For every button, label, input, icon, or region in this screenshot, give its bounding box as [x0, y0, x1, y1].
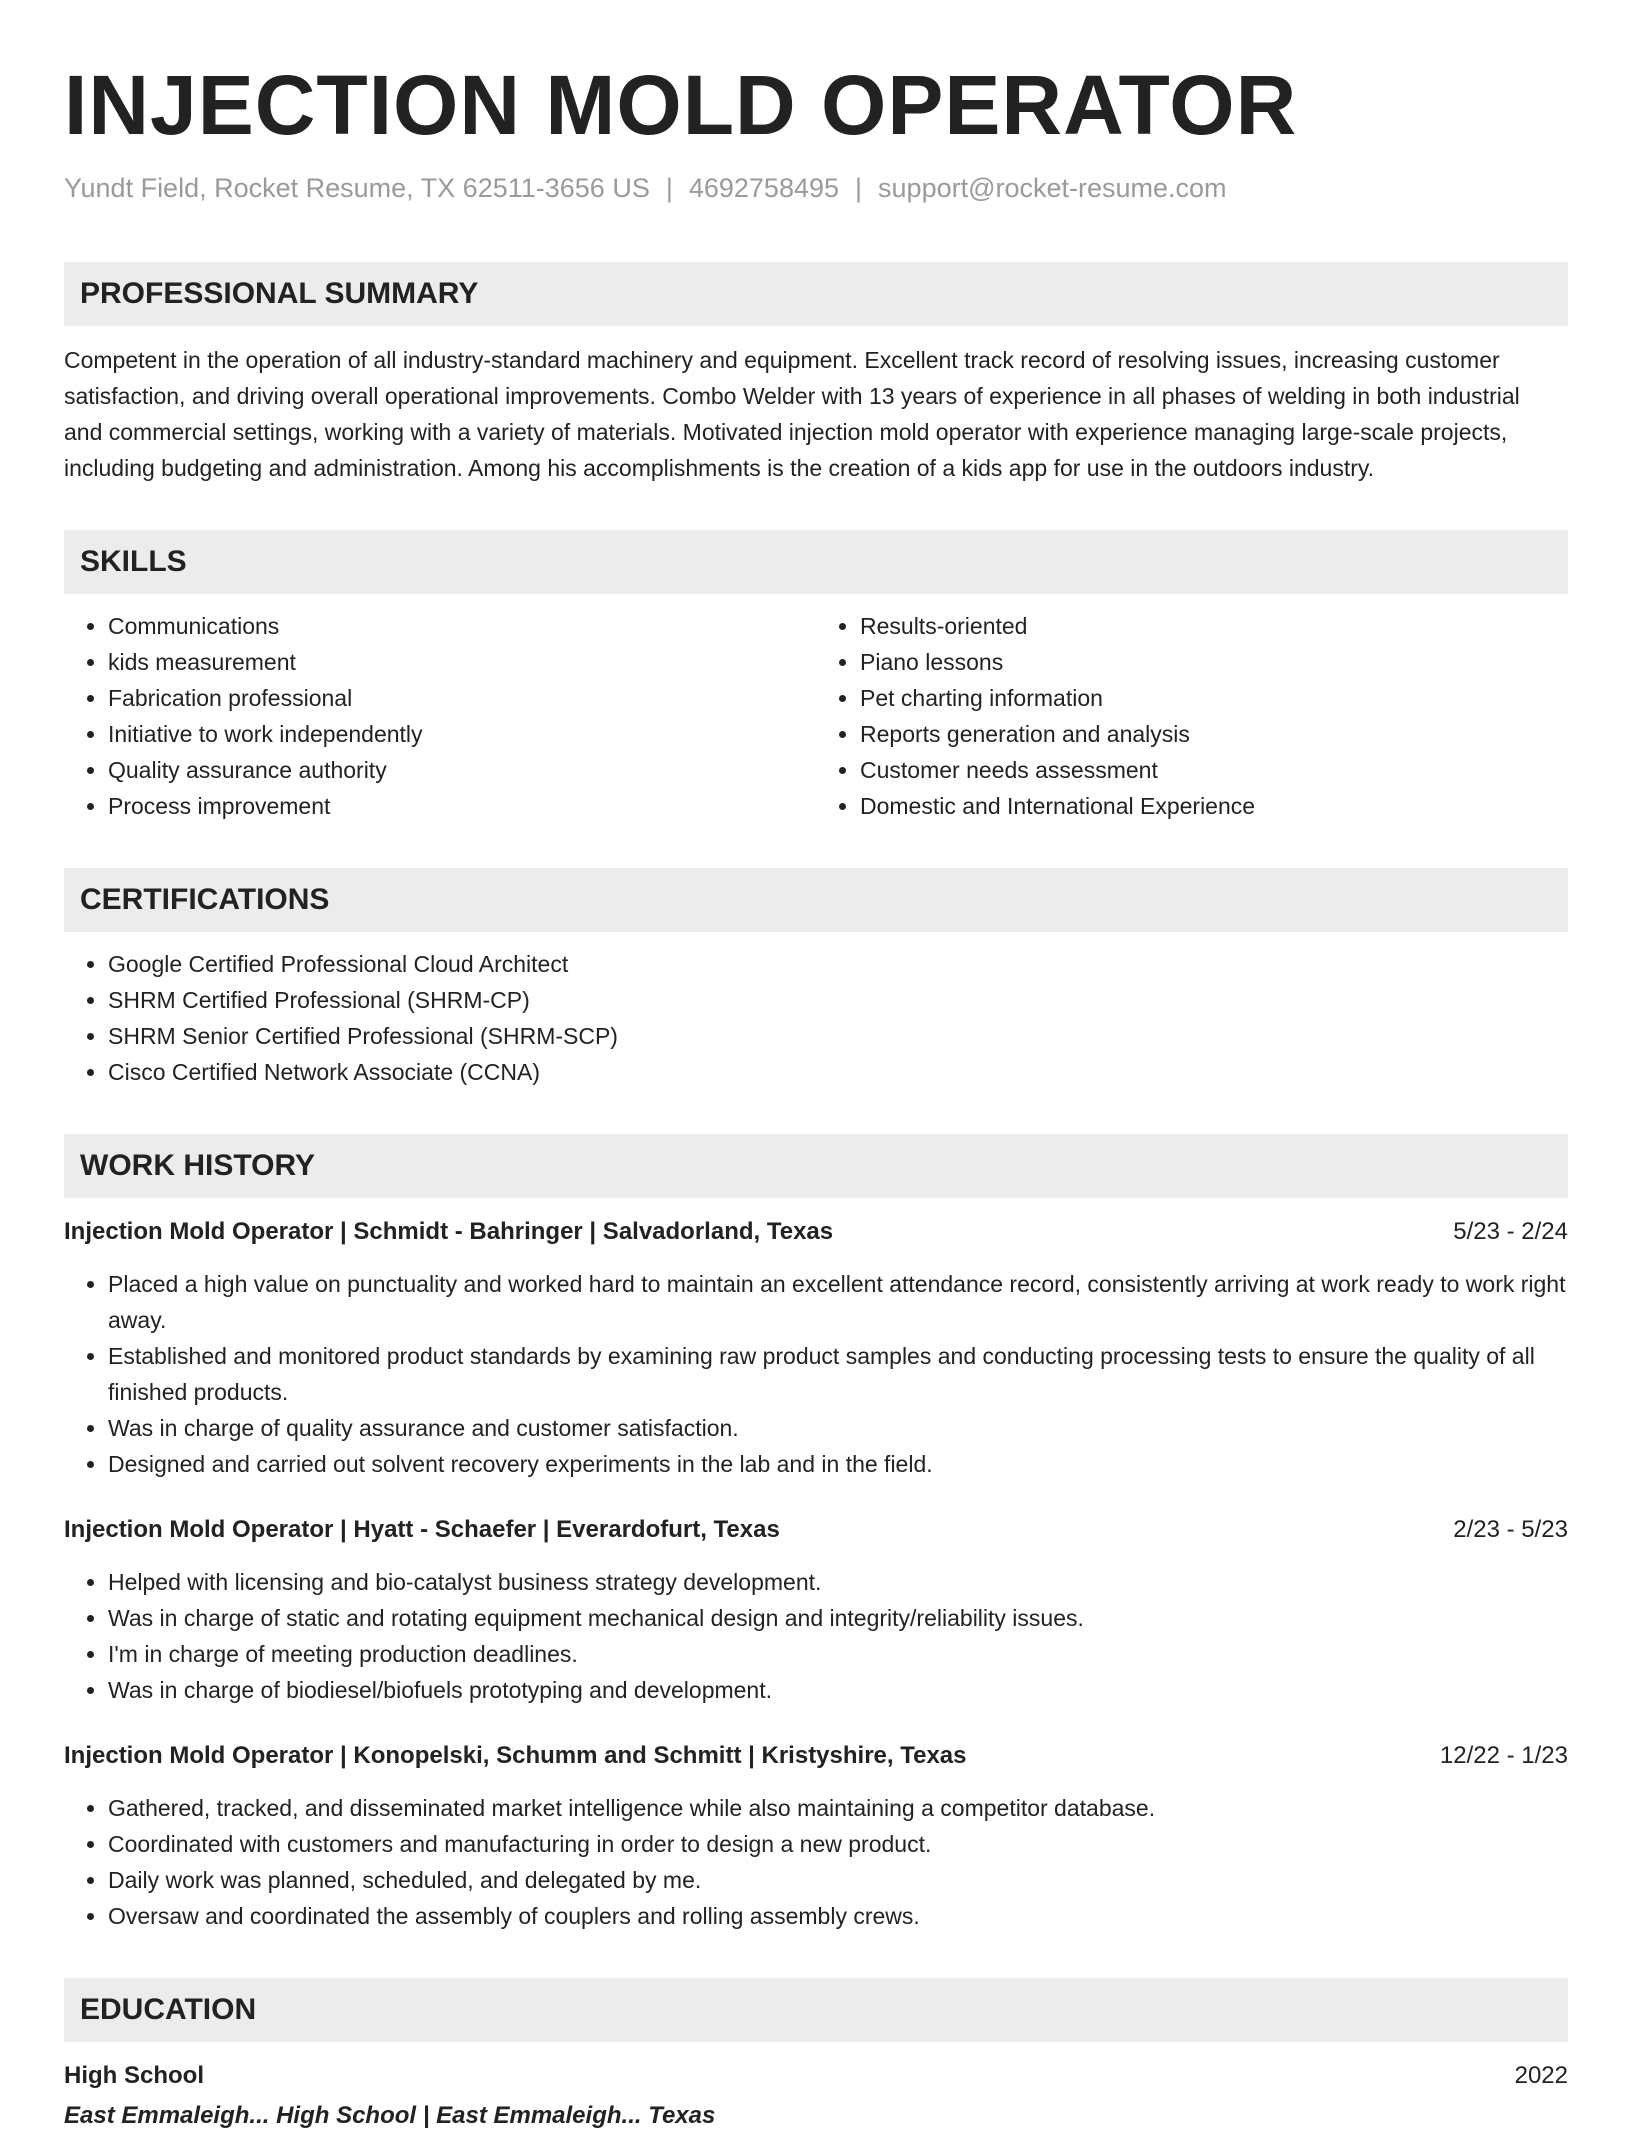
contact-phone: 4692758495	[688, 173, 840, 203]
job-bullet: • Coordinated with customers and manufacturing in order to design a new product.	[108, 1826, 1568, 1862]
job-header	[64, 1512, 1568, 1548]
job-title: Injection Mold Operator | Schmidt - Bahringer | Salvadorland, Texas	[64, 1218, 834, 1245]
skill-item: • Pet charting information	[860, 680, 1568, 716]
job-title: Injection Mold Operator | Konopelski, Schumm and Schmitt | Kristyshire, Texas	[64, 1742, 967, 1769]
job-bullet: • Placed a high value on punctuality and worked hard to maintain an excellent attendance record, consistently arriving at work ready to work right away.	[108, 1266, 1568, 1338]
job-bullet: • Gathered, tracked, and disseminated market intelligence while also maintaining a competitor database.	[108, 1790, 1568, 1826]
job-bullet: • I'm in charge of meeting production deadlines.	[108, 1636, 1568, 1672]
skill-item: • Fabrication professional	[108, 680, 816, 716]
skill-item: • kids measurement	[108, 644, 816, 680]
section-heading-skills: SKILLS	[64, 530, 1568, 594]
job-dates: 2/23 - 5/23	[1453, 1516, 1568, 1543]
certification-item: • SHRM Certified Professional (SHRM-CP)	[108, 982, 1568, 1018]
certifications-list	[64, 946, 1568, 1090]
education-school: East Emmaleigh... High School | East Emmaleigh... Texas	[64, 2102, 716, 2129]
certification-item: • Google Certified Professional Cloud Architect	[108, 946, 1568, 982]
skill-item: • Communications	[108, 608, 816, 644]
job-bullet: • Was in charge of static and rotating equipment mechanical design and integrity/reliability issues.	[108, 1600, 1568, 1636]
section-heading-summary: PROFESSIONAL SUMMARY	[64, 262, 1568, 326]
contact-email: support@rocket-resume.com	[878, 173, 1227, 203]
skills-columns	[64, 608, 1568, 824]
job-bullet: • Was in charge of biodiesel/biofuels prototyping and development.	[108, 1672, 1568, 1708]
certification-item: • Cisco Certified Network Associate (CCNA)	[108, 1054, 1568, 1090]
job-header	[64, 1738, 1568, 1774]
skill-item: • Piano lessons	[860, 644, 1568, 680]
job-bullet: • Was in charge of quality assurance and customer satisfaction.	[108, 1410, 1568, 1446]
job-bullet: • Oversaw and coordinated the assembly of couplers and rolling assembly crews.	[108, 1898, 1568, 1934]
job-dates: 5/23 - 2/24	[1453, 1218, 1568, 1245]
contact-line	[64, 168, 1568, 208]
certification-item: • SHRM Senior Certified Professional (SHRM-SCP)	[108, 1018, 1568, 1054]
skill-item: • Quality assurance authority	[108, 752, 816, 788]
contact-separator: |	[855, 173, 863, 203]
job-header	[64, 1214, 1568, 1250]
skill-item: • Process improvement	[108, 788, 816, 824]
job-bullet: • Helped with licensing and bio-catalyst business strategy development.	[108, 1564, 1568, 1600]
section-heading-certifications: CERTIFICATIONS	[64, 868, 1568, 932]
skills-list-left	[64, 608, 816, 824]
job-bullets	[64, 1266, 1568, 1482]
job-bullet: • Daily work was planned, scheduled, and delegated by me.	[108, 1862, 1568, 1898]
education-header	[64, 2058, 1568, 2094]
job-bullets	[64, 1790, 1568, 1934]
job-bullet: • Designed and carried out solvent recovery experiments in the lab and in the field.	[108, 1446, 1568, 1482]
job-bullet: • Established and monitored product standards by examining raw product samples and conducting processing tests to ensure the quality of all finished products.	[108, 1338, 1568, 1410]
section-heading-education: EDUCATION	[64, 1978, 1568, 2042]
job-dates: 12/22 - 1/23	[1439, 1742, 1568, 1769]
section-heading-work-history: WORK HISTORY	[64, 1134, 1568, 1198]
contact-separator: |	[665, 173, 673, 203]
skill-item: • Initiative to work independently	[108, 716, 816, 752]
candidate-title: INJECTION MOLD OPERATOR	[64, 58, 1298, 152]
summary-text: Competent in the operation of all industry-standard machinery and equipment. Excellent track record of resolving issues, increasing customer satisfaction, and driving overall operational improvements. Combo Welder with 13 years of experience in all phases of welding in both industrial and commercial settings, working with a variety of materials. Motivated injection mold operator with experience managing large-scale projects, including budgeting and administration. Among his accomplishments is the creation of a kids app for use in the outdoors industry.	[64, 347, 1520, 481]
skill-item: • Customer needs assessment	[860, 752, 1568, 788]
job-bullets	[64, 1564, 1568, 1708]
job-title: Injection Mold Operator | Hyatt - Schaefer | Everardofurt, Texas	[64, 1516, 780, 1543]
skill-item: • Results-oriented	[860, 608, 1568, 644]
skills-list-right	[816, 608, 1568, 824]
skill-item: • Domestic and International Experience	[860, 788, 1568, 824]
education-year: 2022	[1514, 2062, 1568, 2089]
education-degree: High School	[64, 2062, 204, 2089]
contact-address: Yundt Field, Rocket Resume, TX 62511-3656 US	[64, 173, 650, 203]
skill-item: • Reports generation and analysis	[860, 716, 1568, 752]
